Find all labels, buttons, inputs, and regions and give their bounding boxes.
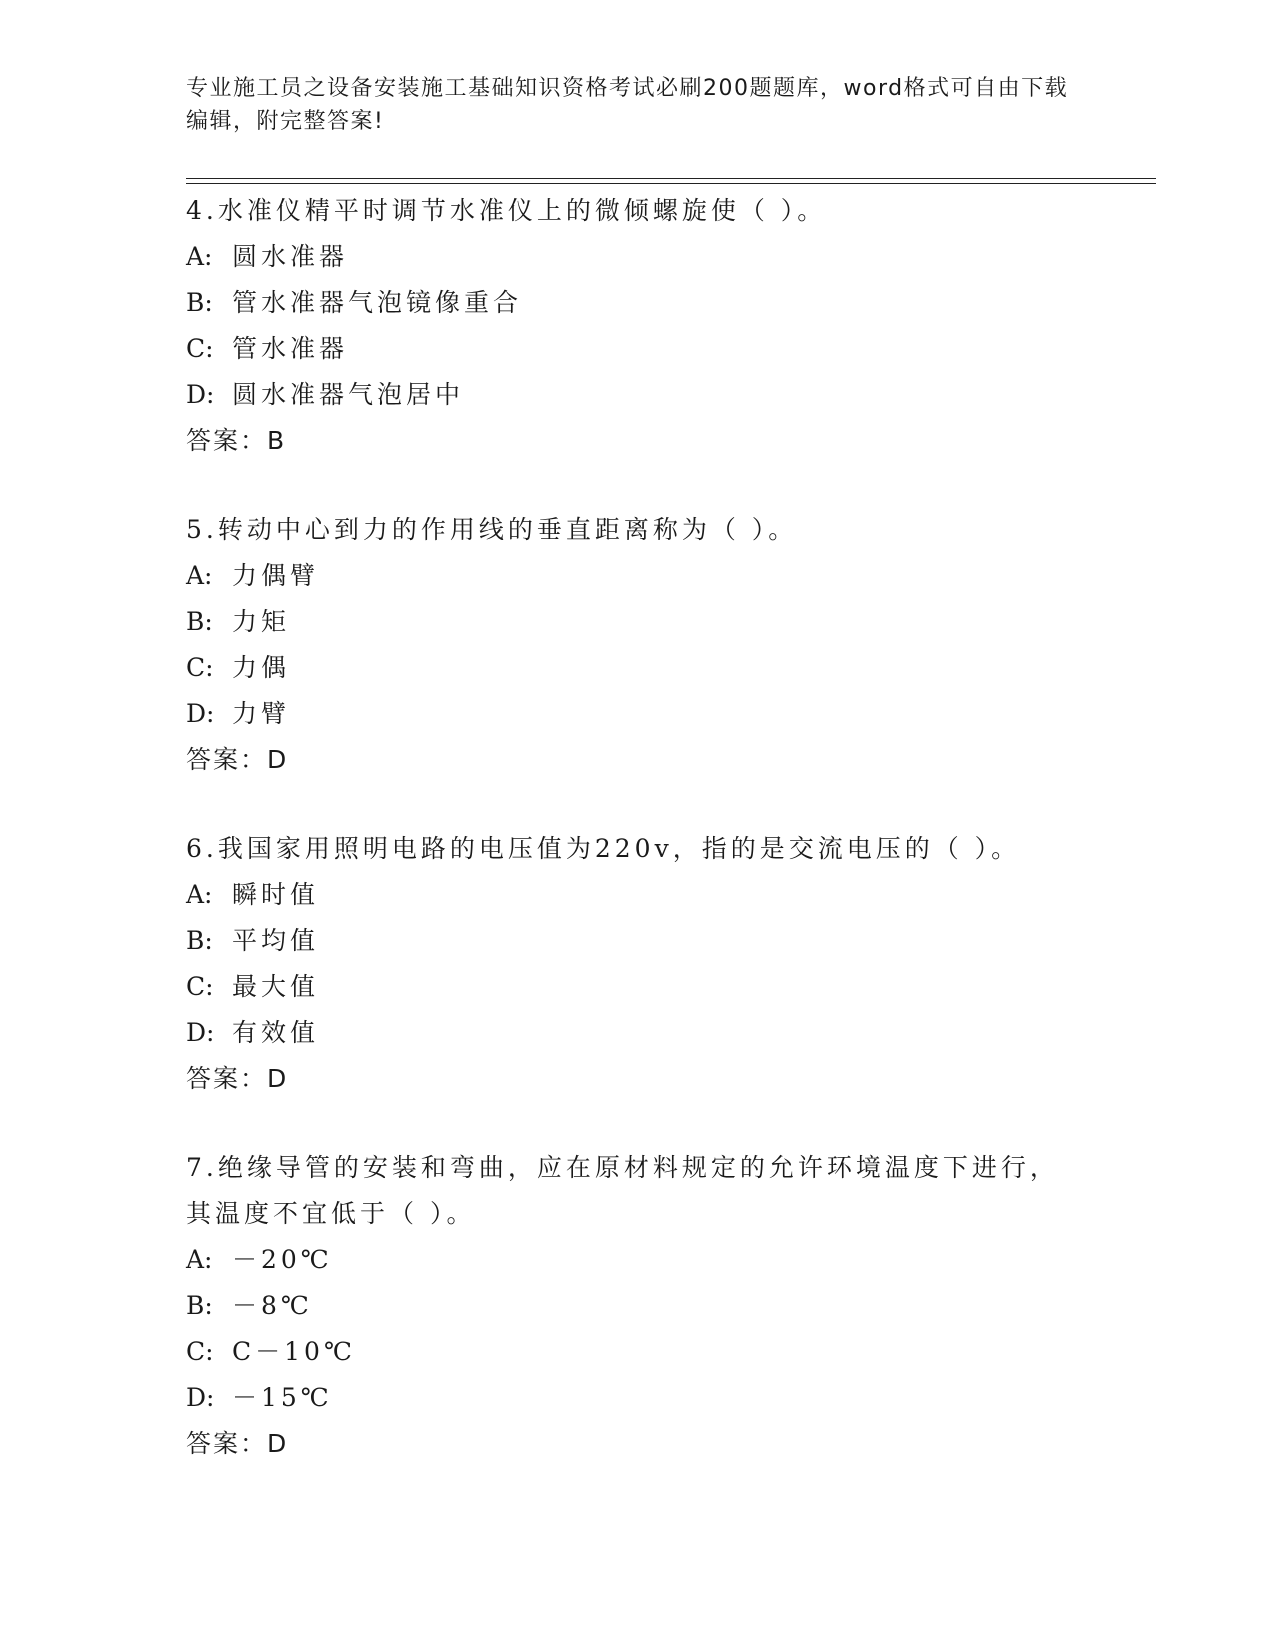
option-d: [186, 372, 1086, 418]
option-letter: B:: [186, 1291, 213, 1320]
answer-line: 答案：D: [186, 745, 289, 774]
question-block: [186, 1145, 1086, 1467]
header-divider-top: [186, 178, 1156, 179]
option-letter: A:: [186, 242, 213, 271]
option-text: －8℃: [232, 1291, 313, 1320]
option-b: [186, 280, 1086, 326]
option-d: [186, 691, 1086, 737]
option-letter: B:: [186, 607, 213, 636]
option-letter: A:: [186, 561, 213, 590]
header-divider-bottom: [186, 183, 1156, 184]
option-letter: C:: [186, 972, 214, 1001]
document-header: 专业施工员之设备安装施工基础知识资格考试必刷200题题库，word格式可自由下载编辑，附完整答案!: [186, 76, 1069, 134]
option-letter: D:: [186, 1018, 215, 1047]
question-stem: 7.绝缘导管的安装和弯曲，应在原材料规定的允许环境温度下进行，其温度不宜低于（ ）。: [186, 1153, 1059, 1228]
question-stem: 5.转动中心到力的作用线的垂直距离称为（ ）。: [186, 515, 798, 544]
option-text: 管水准器: [232, 334, 349, 363]
option-text: 力偶: [232, 653, 291, 682]
option-c: [186, 964, 1086, 1010]
question-block: [186, 188, 1086, 464]
option-text: 平均值: [232, 926, 320, 955]
option-text: 圆水准器: [232, 242, 349, 271]
option-c: [186, 1329, 1086, 1375]
option-letter: C:: [186, 334, 214, 363]
option-text: 管水准器气泡镜像重合: [232, 288, 523, 317]
option-letter: D:: [186, 380, 215, 409]
option-text: C－10℃: [232, 1337, 356, 1366]
option-letter: B:: [186, 288, 213, 317]
option-text: 最大值: [232, 972, 320, 1001]
option-text: 力臂: [232, 699, 291, 728]
option-c: [186, 645, 1086, 691]
question-block: [186, 826, 1086, 1102]
option-b: [186, 599, 1086, 645]
option-letter: B:: [186, 926, 213, 955]
option-text: 有效值: [232, 1018, 320, 1047]
option-c: [186, 326, 1086, 372]
option-letter: D:: [186, 699, 215, 728]
option-a: [186, 234, 1086, 280]
answer-line: 答案：B: [186, 426, 287, 455]
option-text: 力矩: [232, 607, 291, 636]
option-text: －15℃: [232, 1383, 333, 1412]
question-stem: 4.水准仪精平时调节水准仪上的微倾螺旋使（ ）。: [186, 196, 827, 225]
option-a: [186, 553, 1086, 599]
option-b: [186, 1283, 1086, 1329]
answer-line: 答案：D: [186, 1429, 289, 1458]
question-stem: 6.我国家用照明电路的电压值为220v，指的是交流电压的（ ）。: [186, 834, 1021, 863]
option-letter: C:: [186, 1337, 214, 1366]
answer-line: 答案：D: [186, 1064, 289, 1093]
option-letter: D:: [186, 1383, 215, 1412]
option-text: 圆水准器气泡居中: [232, 380, 465, 409]
option-d: [186, 1375, 1086, 1421]
option-text: 瞬时值: [232, 880, 320, 909]
option-b: [186, 918, 1086, 964]
question-block: [186, 507, 1086, 783]
option-letter: C:: [186, 653, 214, 682]
option-text: －20℃: [232, 1245, 333, 1274]
option-d: [186, 1010, 1086, 1056]
option-letter: A:: [186, 1245, 213, 1274]
option-a: [186, 1237, 1086, 1283]
option-text: 力偶臂: [232, 561, 320, 590]
option-a: [186, 872, 1086, 918]
option-letter: A:: [186, 880, 213, 909]
